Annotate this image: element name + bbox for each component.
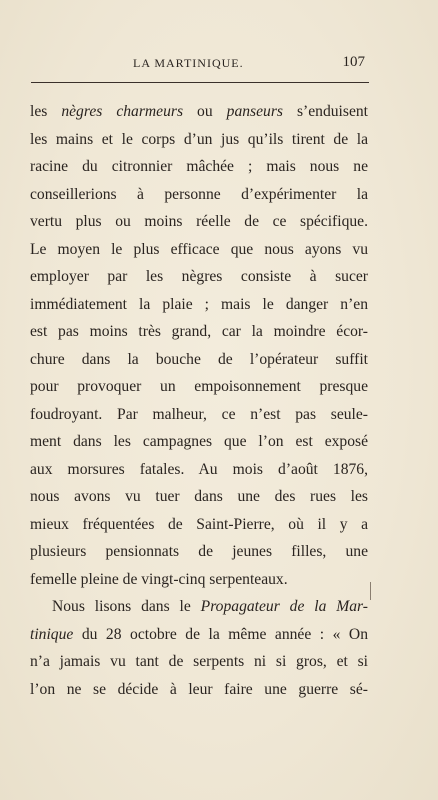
text-segment: chure dans la bouche de l’opérateur suffit	[30, 350, 368, 368]
text-segment: plusieurs pensionnats de jeunes filles, une	[30, 543, 368, 560]
text-segment: ou	[183, 103, 227, 120]
text-segment: s’enduisent	[282, 103, 368, 120]
text-line	[30, 648, 368, 676]
text-segment: ment dans les campagnes que l’on est exposé	[30, 433, 368, 450]
header-rule	[31, 82, 369, 83]
text-line	[30, 621, 368, 649]
text-line	[30, 291, 368, 319]
italic-segment: Propagateur de la Mar-	[200, 598, 369, 615]
text-segment: les mains et le corps d’un jus qu’ils tirent de la	[30, 130, 368, 148]
text-segment: femelle pleine de vingt-cinq serpenteaux.	[30, 570, 288, 588]
text-line	[30, 98, 368, 126]
text-line	[30, 126, 368, 154]
text-segment: racine du citronnier mâchée ; mais nous ne	[30, 158, 368, 175]
text-segment: l’on ne se décide à leur faire une guerre sé-	[30, 680, 368, 698]
italic-segment: panseurs	[226, 103, 283, 120]
text-segment: nous avons vu tuer dans une des rues les	[30, 488, 368, 505]
text-segment: aux morsures fatales. Au mois d’août 1876,	[30, 460, 368, 478]
text-line	[30, 373, 368, 401]
text-segment: immédiatement la plaie ; mais le danger n’en	[30, 295, 368, 313]
text-segment: n’a jamais vu tant de serpents ni si gros, et si	[30, 653, 368, 670]
italic-segment: tinique	[30, 625, 74, 643]
text-line	[30, 483, 368, 511]
text-segment: mieux fréquentées de Saint-Pierre, où il y a	[30, 515, 368, 533]
text-segment: Nous lisons dans le	[52, 598, 201, 615]
text-segment: du 28 octobre de la même année : « On	[73, 625, 368, 643]
body-text	[30, 98, 368, 703]
text-line	[30, 236, 368, 264]
text-segment: Le moyen le plus efficace que nous ayons vu	[30, 240, 368, 258]
text-line	[30, 153, 368, 181]
text-line	[30, 593, 368, 621]
text-segment: les	[30, 103, 62, 120]
running-title: LA MARTINIQUE.	[133, 56, 244, 70]
text-line	[30, 456, 368, 484]
text-line	[30, 318, 368, 346]
text-segment: conseillerions à personne d’expérimenter la	[30, 185, 368, 203]
text-line	[30, 566, 368, 594]
text-line	[30, 538, 368, 566]
text-line	[30, 428, 368, 456]
page-header	[30, 54, 370, 74]
italic-segment: nègres charmeurs	[61, 103, 184, 120]
text-segment: vertu plus ou moins réelle de ce spécifique.	[30, 213, 368, 230]
text-line	[30, 401, 368, 429]
text-segment: employer par les nègres consiste à sucer	[30, 268, 368, 285]
margin-mark	[370, 582, 371, 600]
text-line	[30, 181, 368, 209]
text-line	[30, 511, 368, 539]
text-line	[30, 676, 368, 704]
text-segment: pour provoquer un empoisonnement presque	[30, 378, 368, 395]
text-line	[30, 346, 368, 374]
page-number: 107	[342, 54, 365, 70]
text-segment: foudroyant. Par malheur, ce n’est pas seule-	[30, 405, 368, 423]
text-line	[30, 263, 368, 291]
text-line	[30, 208, 368, 236]
text-segment: est pas moins très grand, car la moindre écor-	[30, 323, 368, 340]
